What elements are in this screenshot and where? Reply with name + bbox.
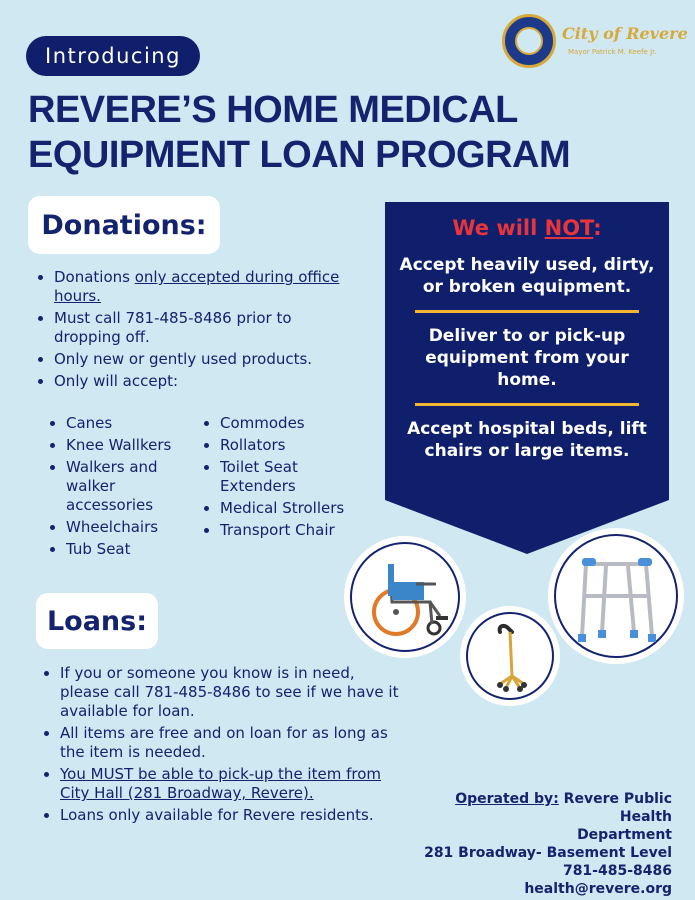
list-item: Walkers and walker accessories xyxy=(46,458,196,515)
donations-heading: Donations: xyxy=(28,196,220,254)
pickup-requirement: You MUST be able to pick-up the item from City Hall (281 Broadway, Revere). xyxy=(60,765,381,802)
restrictions-banner xyxy=(385,202,669,554)
accepted-items-left xyxy=(46,414,196,562)
list-item: Must call 781-485-8486 prior to dropping off. xyxy=(34,309,354,347)
contact-org-line xyxy=(400,790,672,826)
list-item xyxy=(40,765,400,803)
loans-list xyxy=(40,664,400,828)
cane-icon xyxy=(468,614,552,698)
list-item: Medical Strollers xyxy=(200,499,360,518)
banner-item: Deliver to or pick-up equipment from your home. xyxy=(425,326,629,390)
page-title xyxy=(28,88,588,178)
list-item: Canes xyxy=(46,414,196,433)
walker-icon xyxy=(556,536,676,656)
contact-address: 281 Broadway- Basement Level xyxy=(424,845,672,861)
list-item: Commodes xyxy=(200,414,360,433)
contact-block xyxy=(400,790,672,898)
list-item: All items are free and on loan for as long as the item is needed. xyxy=(40,724,400,762)
cane-image xyxy=(466,612,554,700)
list-item: Only will accept: xyxy=(34,372,354,391)
walker-image xyxy=(554,534,678,658)
intro-badge: Introducing xyxy=(26,36,200,76)
city-seal-icon xyxy=(502,14,556,68)
wheelchair-icon xyxy=(352,544,458,650)
logo-name: City of Revere xyxy=(562,24,688,43)
list-item: Toilet Seat Extenders xyxy=(200,458,360,496)
list-item: If you or someone you know is in need, please call 781-485-8486 to see if we have it available for loan. xyxy=(40,664,400,721)
banner-heading: We will NOT: xyxy=(452,216,602,240)
list-item: Wheelchairs xyxy=(46,518,196,537)
accepted-items-right xyxy=(200,414,360,543)
contact-email: health@revere.org xyxy=(524,881,672,897)
list-item: Loans only available for Revere residents. xyxy=(40,806,400,825)
list-item: Tub Seat xyxy=(46,540,196,559)
list-item: Rollators xyxy=(200,436,360,455)
donations-list xyxy=(34,268,354,394)
title-line-1: REVERE’S HOME MEDICAL xyxy=(28,89,518,131)
list-item: Transport Chair xyxy=(200,521,360,540)
logo-subtitle: Mayor Patrick M. Keefe Jr. xyxy=(568,48,657,56)
wheelchair-image xyxy=(350,542,460,652)
contact-dept: Department xyxy=(577,827,672,843)
city-logo xyxy=(502,14,688,74)
list-item: Only new or gently used products. xyxy=(34,350,354,369)
divider xyxy=(415,403,639,406)
title-line-2: EQUIPMENT LOAN PROGRAM xyxy=(28,134,571,176)
operated-by-label: Operated by: xyxy=(455,791,559,807)
contact-phone: 781-485-8486 xyxy=(562,863,672,879)
contact-org: Revere Public Health xyxy=(558,791,672,825)
donations-hours-note: Donations only accepted during office hours. xyxy=(54,268,340,305)
divider xyxy=(415,310,639,313)
banner-item: Accept hospital beds, lift chairs or large items. xyxy=(407,419,647,461)
list-item xyxy=(34,268,354,306)
loans-heading: Loans: xyxy=(36,593,158,649)
list-item: Knee Wallkers xyxy=(46,436,196,455)
banner-item: Accept heavily used, dirty, or broken equipment. xyxy=(399,255,655,297)
